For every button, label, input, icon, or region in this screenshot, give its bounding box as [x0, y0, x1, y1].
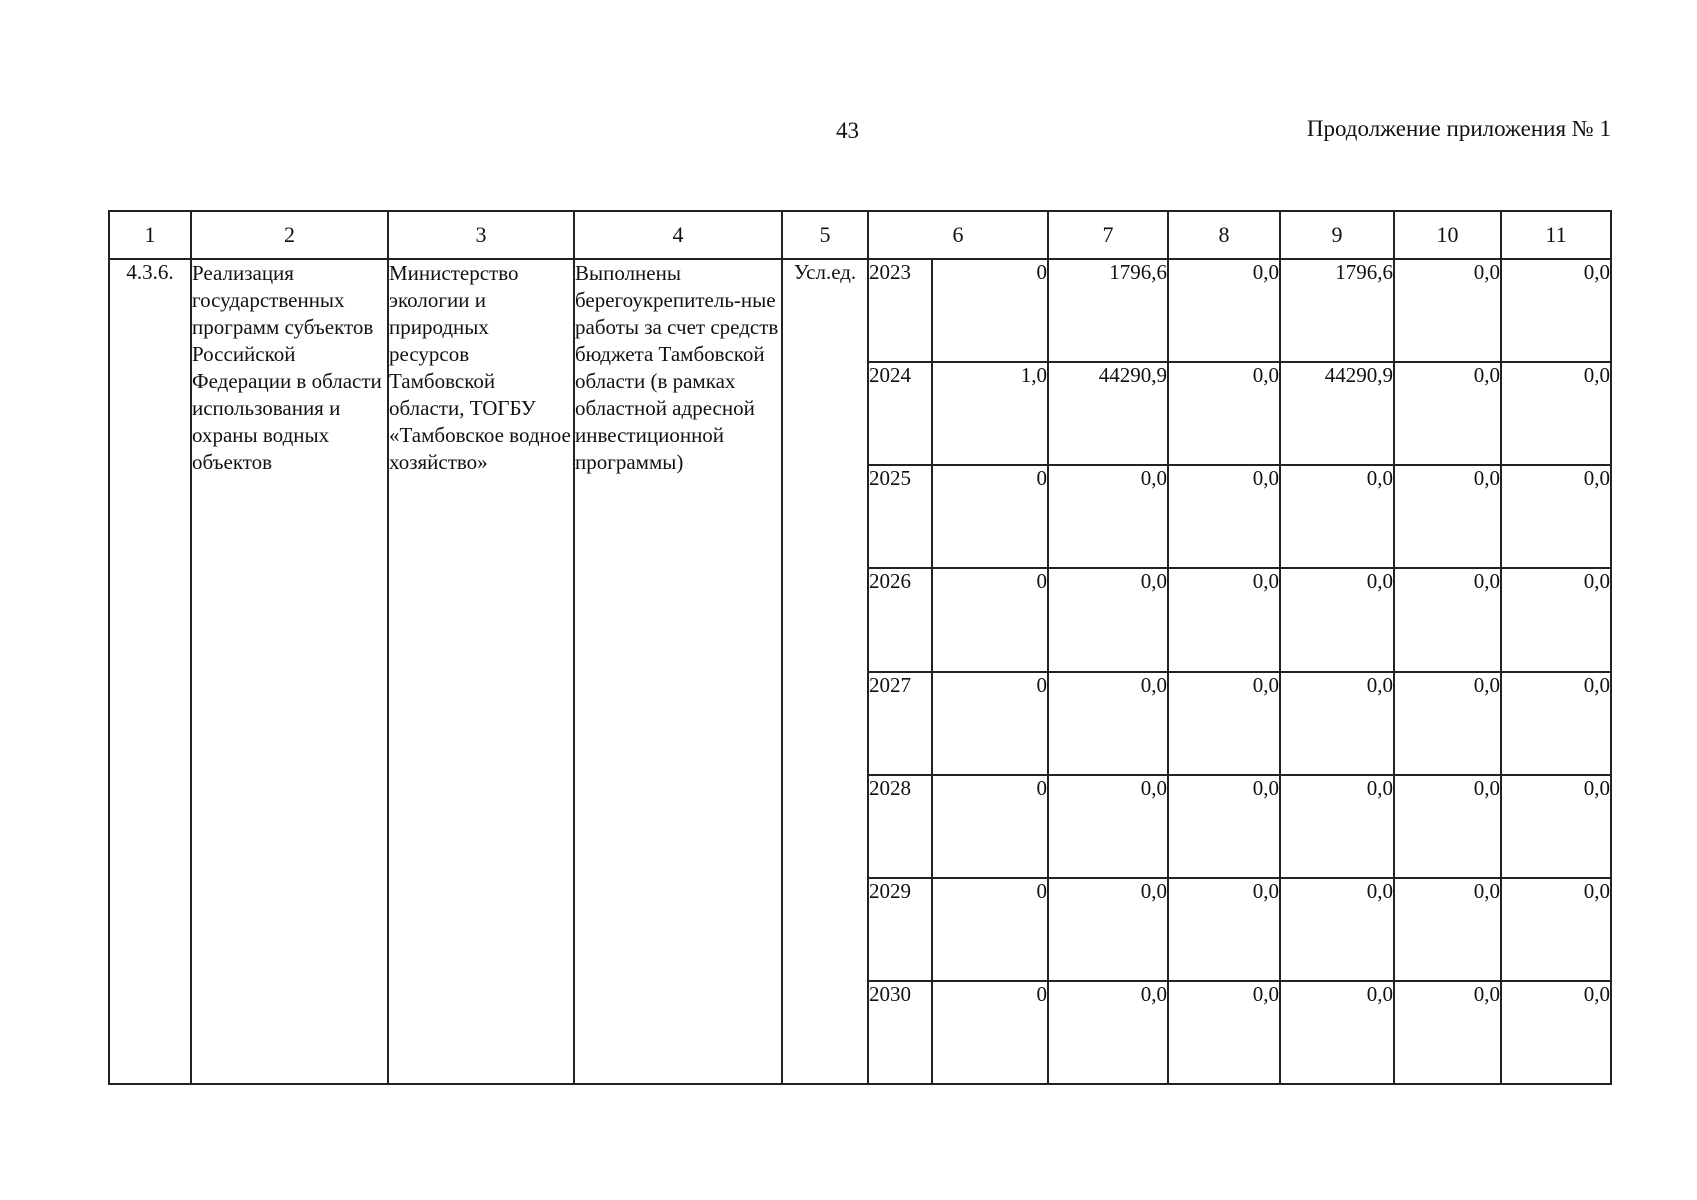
value-col-6: 0: [932, 878, 1048, 981]
value-col-10: 0,0: [1394, 775, 1501, 878]
year-cell: 2027: [868, 672, 932, 775]
year-cell: 2028: [868, 775, 932, 878]
value-col-10: 0,0: [1394, 568, 1501, 671]
value-col-9: 1796,6: [1280, 259, 1394, 362]
value-col-7: 1796,6: [1048, 259, 1168, 362]
value-col-10: 0,0: [1394, 465, 1501, 568]
value-col-9: 0,0: [1280, 775, 1394, 878]
value-col-8: 0,0: [1168, 362, 1280, 465]
value-col-7: 0,0: [1048, 465, 1168, 568]
value-col-11: 0,0: [1501, 672, 1611, 775]
value-col-11: 0,0: [1501, 878, 1611, 981]
header-row: [109, 211, 1611, 259]
value-col-11: 0,0: [1501, 981, 1611, 1084]
value-col-9: 0,0: [1280, 981, 1394, 1084]
value-col-11: 0,0: [1501, 568, 1611, 671]
value-col-6: 0: [932, 259, 1048, 362]
value-col-6: 0: [932, 672, 1048, 775]
value-col-10: 0,0: [1394, 878, 1501, 981]
page-number: 43: [836, 118, 859, 143]
value-col-8: 0,0: [1168, 981, 1280, 1084]
row-name: Реализация государственных программ субъектов Российской Федерации в области использования и охраны водных объектов: [191, 259, 388, 1084]
year-cell: 2025: [868, 465, 932, 568]
header-col-5: 5: [782, 211, 868, 259]
header-col-10: 10: [1394, 211, 1501, 259]
value-col-6: 0: [932, 981, 1048, 1084]
value-col-10: 0,0: [1394, 672, 1501, 775]
table-row: [109, 259, 1611, 362]
value-col-6: 1,0: [932, 362, 1048, 465]
header-col-2: 2: [191, 211, 388, 259]
value-col-11: 0,0: [1501, 775, 1611, 878]
header-col-8: 8: [1168, 211, 1280, 259]
value-col-6: 0: [932, 775, 1048, 878]
value-col-7: 0,0: [1048, 878, 1168, 981]
year-cell: 2030: [868, 981, 932, 1084]
value-col-11: 0,0: [1501, 259, 1611, 362]
header-col-4: 4: [574, 211, 782, 259]
value-col-9: 0,0: [1280, 672, 1394, 775]
year-cell: 2024: [868, 362, 932, 465]
row-result: Выполнены берегоукрепитель-ные работы за счет средств бюджета Тамбовской области (в рамках областной адресной инвестиционной программы): [574, 259, 782, 1084]
header-col-6: 6: [868, 211, 1048, 259]
header-col-3: 3: [388, 211, 574, 259]
value-col-6: 0: [932, 465, 1048, 568]
value-col-7: 0,0: [1048, 981, 1168, 1084]
header-col-7: 7: [1048, 211, 1168, 259]
year-cell: 2026: [868, 568, 932, 671]
value-col-9: 44290,9: [1280, 362, 1394, 465]
header-col-1: 1: [109, 211, 191, 259]
value-col-8: 0,0: [1168, 672, 1280, 775]
value-col-10: 0,0: [1394, 259, 1501, 362]
header-col-9: 9: [1280, 211, 1394, 259]
value-col-10: 0,0: [1394, 362, 1501, 465]
value-col-8: 0,0: [1168, 465, 1280, 568]
value-col-8: 0,0: [1168, 878, 1280, 981]
value-col-7: 44290,9: [1048, 362, 1168, 465]
value-col-8: 0,0: [1168, 568, 1280, 671]
value-col-9: 0,0: [1280, 465, 1394, 568]
value-col-7: 0,0: [1048, 568, 1168, 671]
value-col-8: 0,0: [1168, 775, 1280, 878]
value-col-7: 0,0: [1048, 775, 1168, 878]
value-col-7: 0,0: [1048, 672, 1168, 775]
appendix-note: Продолжение приложения № 1: [1306, 116, 1611, 141]
row-index: 4.3.6.: [109, 259, 191, 1084]
value-col-9: 0,0: [1280, 878, 1394, 981]
year-cell: 2023: [868, 259, 932, 362]
program-table: [108, 210, 1612, 1085]
header-col-11: 11: [1501, 211, 1611, 259]
value-col-8: 0,0: [1168, 259, 1280, 362]
value-col-9: 0,0: [1280, 568, 1394, 671]
row-executor: Министерство экологии и природных ресурсов Тамбовской области, ТОГБУ «Тамбовское водное хозяйство»: [388, 259, 574, 1084]
value-col-11: 0,0: [1501, 362, 1611, 465]
row-unit: Усл.ед.: [782, 259, 868, 1084]
year-cell: 2029: [868, 878, 932, 981]
value-col-11: 0,0: [1501, 465, 1611, 568]
value-col-6: 0: [932, 568, 1048, 671]
value-col-10: 0,0: [1394, 981, 1501, 1084]
